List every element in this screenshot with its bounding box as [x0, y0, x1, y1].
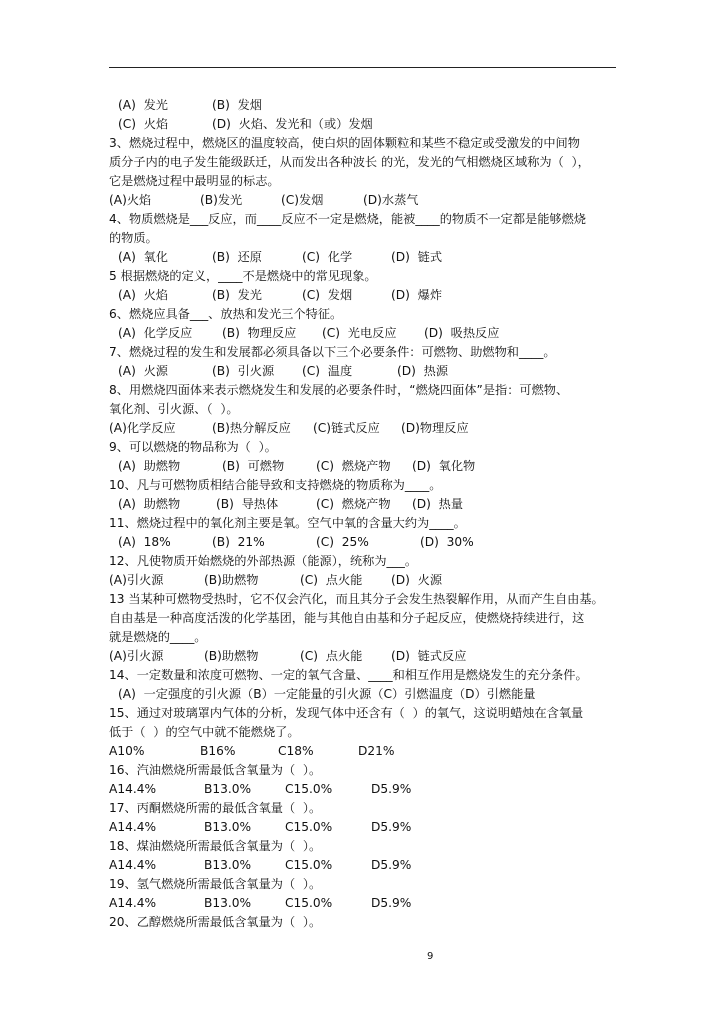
text-segment: B13.0%: [204, 896, 252, 910]
text-segment: (D) 氧化物: [412, 459, 476, 473]
text-line: [109, 400, 625, 419]
text-segment: (B)助燃物: [204, 649, 259, 663]
text-segment: (C) 燃烧产物: [316, 497, 391, 511]
text-segment: (B) 还原: [212, 250, 262, 264]
text-line: [109, 381, 625, 400]
text-segment: (D) 链式反应: [391, 649, 467, 663]
text-line: [109, 590, 625, 609]
text-segment: 7、燃烧过程的发生和发展都必须具备以下三个必要条件：可燃物、助燃物和____。: [109, 345, 556, 359]
text-segment: B13.0%: [204, 858, 252, 872]
text-segment: (A) 助燃物: [118, 459, 181, 473]
text-segment: (A) 火源: [118, 364, 168, 378]
text-line: [109, 419, 625, 438]
text-segment: A14.4%: [109, 858, 157, 872]
text-line: [109, 210, 625, 229]
text-segment: (A) 18%: [118, 535, 171, 549]
header-rule: [109, 67, 616, 68]
text-segment: (A) 火焰: [118, 288, 168, 302]
text-segment: 11、燃烧过程中的氧化剂主要是氧。空气中氧的含量大约为____。: [109, 516, 466, 530]
text-line: [109, 761, 625, 780]
text-segment: (D) 吸热反应: [424, 326, 500, 340]
text-segment: 3、燃烧过程中，燃烧区的温度较高，使白炽的固体颗粒和某些不稳定或受激发的中间物: [109, 136, 580, 150]
text-segment: (D) 火源: [391, 573, 443, 587]
text-segment: (C) 燃烧产物: [316, 459, 391, 473]
text-line: [109, 343, 625, 362]
text-segment: C15.0%: [285, 858, 333, 872]
text-segment: C18%: [278, 744, 314, 758]
text-line: [109, 153, 625, 172]
text-segment: (B)助燃物: [204, 573, 259, 587]
text-segment: (C) 温度: [302, 364, 353, 378]
text-segment: D5.9%: [371, 896, 412, 910]
text-segment: A14.4%: [109, 782, 157, 796]
document-body: [109, 96, 625, 932]
text-line: [109, 324, 625, 343]
text-segment: 13 当某种可燃物受热时，它不仅会汽化，而且其分子会发生热裂解作用，从而产生自由基。: [109, 592, 604, 606]
text-segment: (A) 氧化: [118, 250, 168, 264]
text-segment: (C) 发烟: [302, 288, 353, 302]
text-line: [109, 742, 625, 761]
text-line: [109, 723, 625, 742]
text-line: [109, 457, 625, 476]
text-segment: (A) 一定强度的引火源（B）一定能量的引火源（C）引燃温度（D）引燃能量: [118, 687, 536, 701]
text-line: [109, 248, 625, 267]
text-line: [109, 362, 625, 381]
text-segment: 10、凡与可燃物质相结合能导致和支持燃烧的物质称为____。: [109, 478, 442, 492]
text-segment: C15.0%: [285, 820, 333, 834]
text-line: [109, 875, 625, 894]
text-line: [109, 780, 625, 799]
text-segment: (D) 链式: [391, 250, 443, 264]
text-segment: 低于（ ）的空气中就不能燃烧了。: [109, 725, 300, 739]
text-segment: 8、用燃烧四面体来表示燃烧发生和发展的必要条件时，“燃烧四面体”是指：可燃物、: [109, 383, 569, 397]
text-segment: (C) 点火能: [300, 649, 363, 663]
text-segment: (C)发烟: [281, 193, 324, 207]
text-line: [109, 191, 625, 210]
text-line: [109, 799, 625, 818]
text-line: [109, 571, 625, 590]
text-line: [109, 305, 625, 324]
text-segment: (A) 助燃物: [118, 497, 181, 511]
text-segment: C15.0%: [285, 896, 333, 910]
text-segment: 的物质。: [109, 231, 158, 245]
text-line: [109, 96, 625, 115]
text-segment: A14.4%: [109, 820, 157, 834]
text-line: [109, 476, 625, 495]
text-segment: B16%: [200, 744, 236, 758]
text-line: [109, 229, 625, 248]
text-line: [109, 533, 625, 552]
text-line: [109, 913, 625, 932]
text-segment: C15.0%: [285, 782, 333, 796]
text-segment: 4、物质燃烧是___反应，而____反应不一定是燃烧，能被____的物质不一定都是能够燃烧: [109, 212, 586, 226]
text-segment: D21%: [358, 744, 395, 758]
text-segment: 18、煤油燃烧所需最低含氧量为（ ）。: [109, 839, 322, 853]
text-line: [109, 894, 625, 913]
text-segment: (A)化学反应: [109, 421, 176, 435]
text-line: [109, 438, 625, 457]
text-segment: 16、汽油燃烧所需最低含氧量为（ ）。: [109, 763, 322, 777]
text-segment: 14、一定数量和浓度可燃物、一定的氧气含量、____和相互作用是燃烧发生的充分条件。: [109, 668, 588, 682]
text-line: [109, 495, 625, 514]
text-segment: (C)链式反应: [313, 421, 380, 435]
text-segment: (A)引火源: [109, 649, 164, 663]
text-line: [109, 704, 625, 723]
text-segment: (A)引火源: [109, 573, 164, 587]
text-segment: (D) 30%: [420, 535, 474, 549]
text-segment: 它是燃烧过程中最明显的标志。: [109, 174, 280, 188]
text-line: [109, 685, 625, 704]
text-segment: 自由基是一种高度活泼的化学基团，能与其他自由基和分子起反应，使燃烧持续进行，这: [109, 611, 585, 625]
text-segment: 12、凡使物质开始燃烧的外部热源（能源），统称为___。: [109, 554, 418, 568]
text-line: [109, 837, 625, 856]
text-line: [109, 856, 625, 875]
text-segment: 6、燃烧应具备___、放热和发光三个特征。: [109, 307, 343, 321]
text-line: [109, 134, 625, 153]
text-line: [109, 514, 625, 533]
text-segment: A10%: [109, 744, 145, 758]
text-segment: (A)火焰: [109, 193, 152, 207]
text-segment: D5.9%: [371, 858, 412, 872]
text-segment: (B) 可燃物: [222, 459, 285, 473]
text-segment: (B)发光: [200, 193, 243, 207]
text-segment: B13.0%: [204, 820, 252, 834]
text-segment: 氧化剂、引火源、（ ）。: [109, 402, 239, 416]
text-line: [109, 647, 625, 666]
text-line: [109, 609, 625, 628]
text-segment: 20、乙醇燃烧所需最低含氧量为（ ）。: [109, 915, 322, 929]
text-line: [109, 172, 625, 191]
text-segment: (C) 光电反应: [322, 326, 397, 340]
text-segment: (D) 热源: [397, 364, 449, 378]
text-line: [109, 818, 625, 837]
text-segment: (D)水蒸气: [363, 193, 419, 207]
text-segment: (B) 物理反应: [222, 326, 297, 340]
text-segment: (D) 火焰、发光和（或）发烟: [212, 117, 373, 131]
text-segment: (C) 火焰: [118, 117, 169, 131]
text-segment: A14.4%: [109, 896, 157, 910]
text-segment: (B) 发光: [212, 288, 262, 302]
text-segment: 9、可以燃烧的物品称为（ ）。: [109, 440, 277, 454]
text-segment: (B) 引火源: [212, 364, 275, 378]
text-segment: (A) 发光: [118, 98, 168, 112]
text-segment: D5.9%: [371, 782, 412, 796]
text-segment: (B)热分解反应: [212, 421, 291, 435]
text-segment: (D) 热量: [412, 497, 464, 511]
text-segment: (A) 化学反应: [118, 326, 193, 340]
text-line: [109, 552, 625, 571]
text-segment: (B) 21%: [212, 535, 265, 549]
text-segment: 17、丙酮燃烧所需的最低含氧量（ ）。: [109, 801, 322, 815]
text-line: [109, 115, 625, 134]
text-segment: D5.9%: [371, 820, 412, 834]
text-segment: 质分子内的电子发生能级跃迁，从而发出各种波长 的光，发光的气相燃烧区域称为（ ），: [109, 155, 590, 169]
text-segment: (B) 发烟: [212, 98, 262, 112]
text-line: [109, 267, 625, 286]
text-segment: 15、通过对玻璃罩内气体的分析，发现气体中还含有（ ）的氧气，这说明蜡烛在含氧量: [109, 706, 584, 720]
text-segment: (C) 点火能: [300, 573, 363, 587]
text-segment: (D)物理反应: [401, 421, 469, 435]
text-segment: (C) 化学: [302, 250, 353, 264]
text-line: [109, 628, 625, 647]
text-segment: 19、氢气燃烧所需最低含氧量为（ ）。: [109, 877, 322, 891]
text-segment: 5 根据燃烧的定义，____不是燃烧中的常见现象。: [109, 269, 377, 283]
page-number: 9: [427, 951, 434, 962]
text-segment: (C) 25%: [316, 535, 369, 549]
text-segment: (B) 导热体: [216, 497, 279, 511]
text-segment: 就是燃烧的____。: [109, 630, 207, 644]
text-segment: (D) 爆炸: [391, 288, 443, 302]
text-segment: B13.0%: [204, 782, 252, 796]
text-line: [109, 666, 625, 685]
text-line: [109, 286, 625, 305]
